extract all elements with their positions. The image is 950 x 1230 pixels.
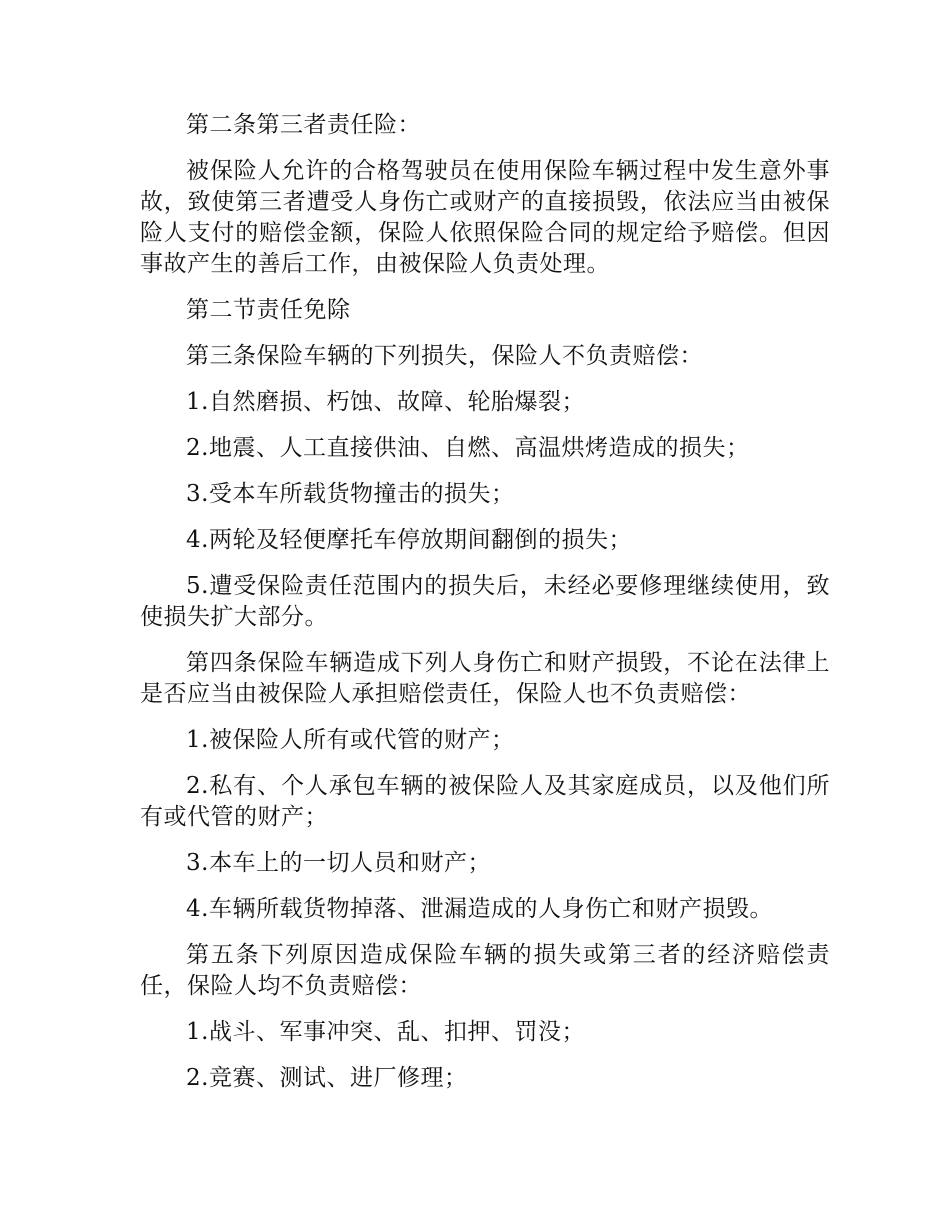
article-5-item-2: 2.竞赛、测试、进厂修理； [186,1065,468,1091]
article-4-item-3: 3.本车上的一切人员和财产； [186,850,491,876]
article-4-heading: 第四条保险车辆造成下列人身伤亡和财产损毁，不论在法律上是否应当由被保险人承担赔偿责任，保险人也不负责赔偿： [140,650,830,707]
article-4-item-4: 4.车辆所载货物掉落、泄漏造成的人身伤亡和财产损毁。 [186,896,773,922]
article-3-item-3: 3.受本车所载货物撞击的损失； [186,481,515,507]
article-4-item-1: 1.被保险人所有或代管的财产； [186,727,515,753]
article-2-body: 被保险人允许的合格驾驶员在使用保险车辆过程中发生意外事故，致使第三者遭受人身伤亡或财产的直接损毁，依法应当由被保险人支付的赔偿金额，保险人依照保险合同的规定给予赔偿。但因事故产生的善后工作，由被保险人负责处理。 [140,158,830,277]
article-4-item-2: 2.私有、个人承包车辆的被保险人及其家庭成员，以及他们所有或代管的财产； [140,773,830,830]
article-2-heading: 第二条第三者责任险： [186,112,421,138]
article-3-item-2: 2.地震、人工直接供油、自燃、高温烘烤造成的损失； [186,435,750,461]
article-3-heading: 第三条保险车辆的下列损失，保险人不负责赔偿： [186,343,703,369]
section-2-heading: 第二节责任免除 [186,297,351,323]
article-3-item-1: 1.自然磨损、朽蚀、故障、轮胎爆裂； [186,389,585,415]
document-body [140,110,830,1109]
article-5-item-1: 1.战斗、军事冲突、乱、扣押、罚没； [186,1019,585,1045]
article-3-item-5: 5.遭受保险责任范围内的损失后，未经必要修理继续使用，致使损失扩大部分。 [140,573,830,630]
article-3-item-4: 4.两轮及轻便摩托车停放期间翻倒的损失； [186,527,632,553]
article-5-heading: 第五条下列原因造成保险车辆的损失或第三者的经济赔偿责任，保险人均不负责赔偿： [140,942,830,999]
